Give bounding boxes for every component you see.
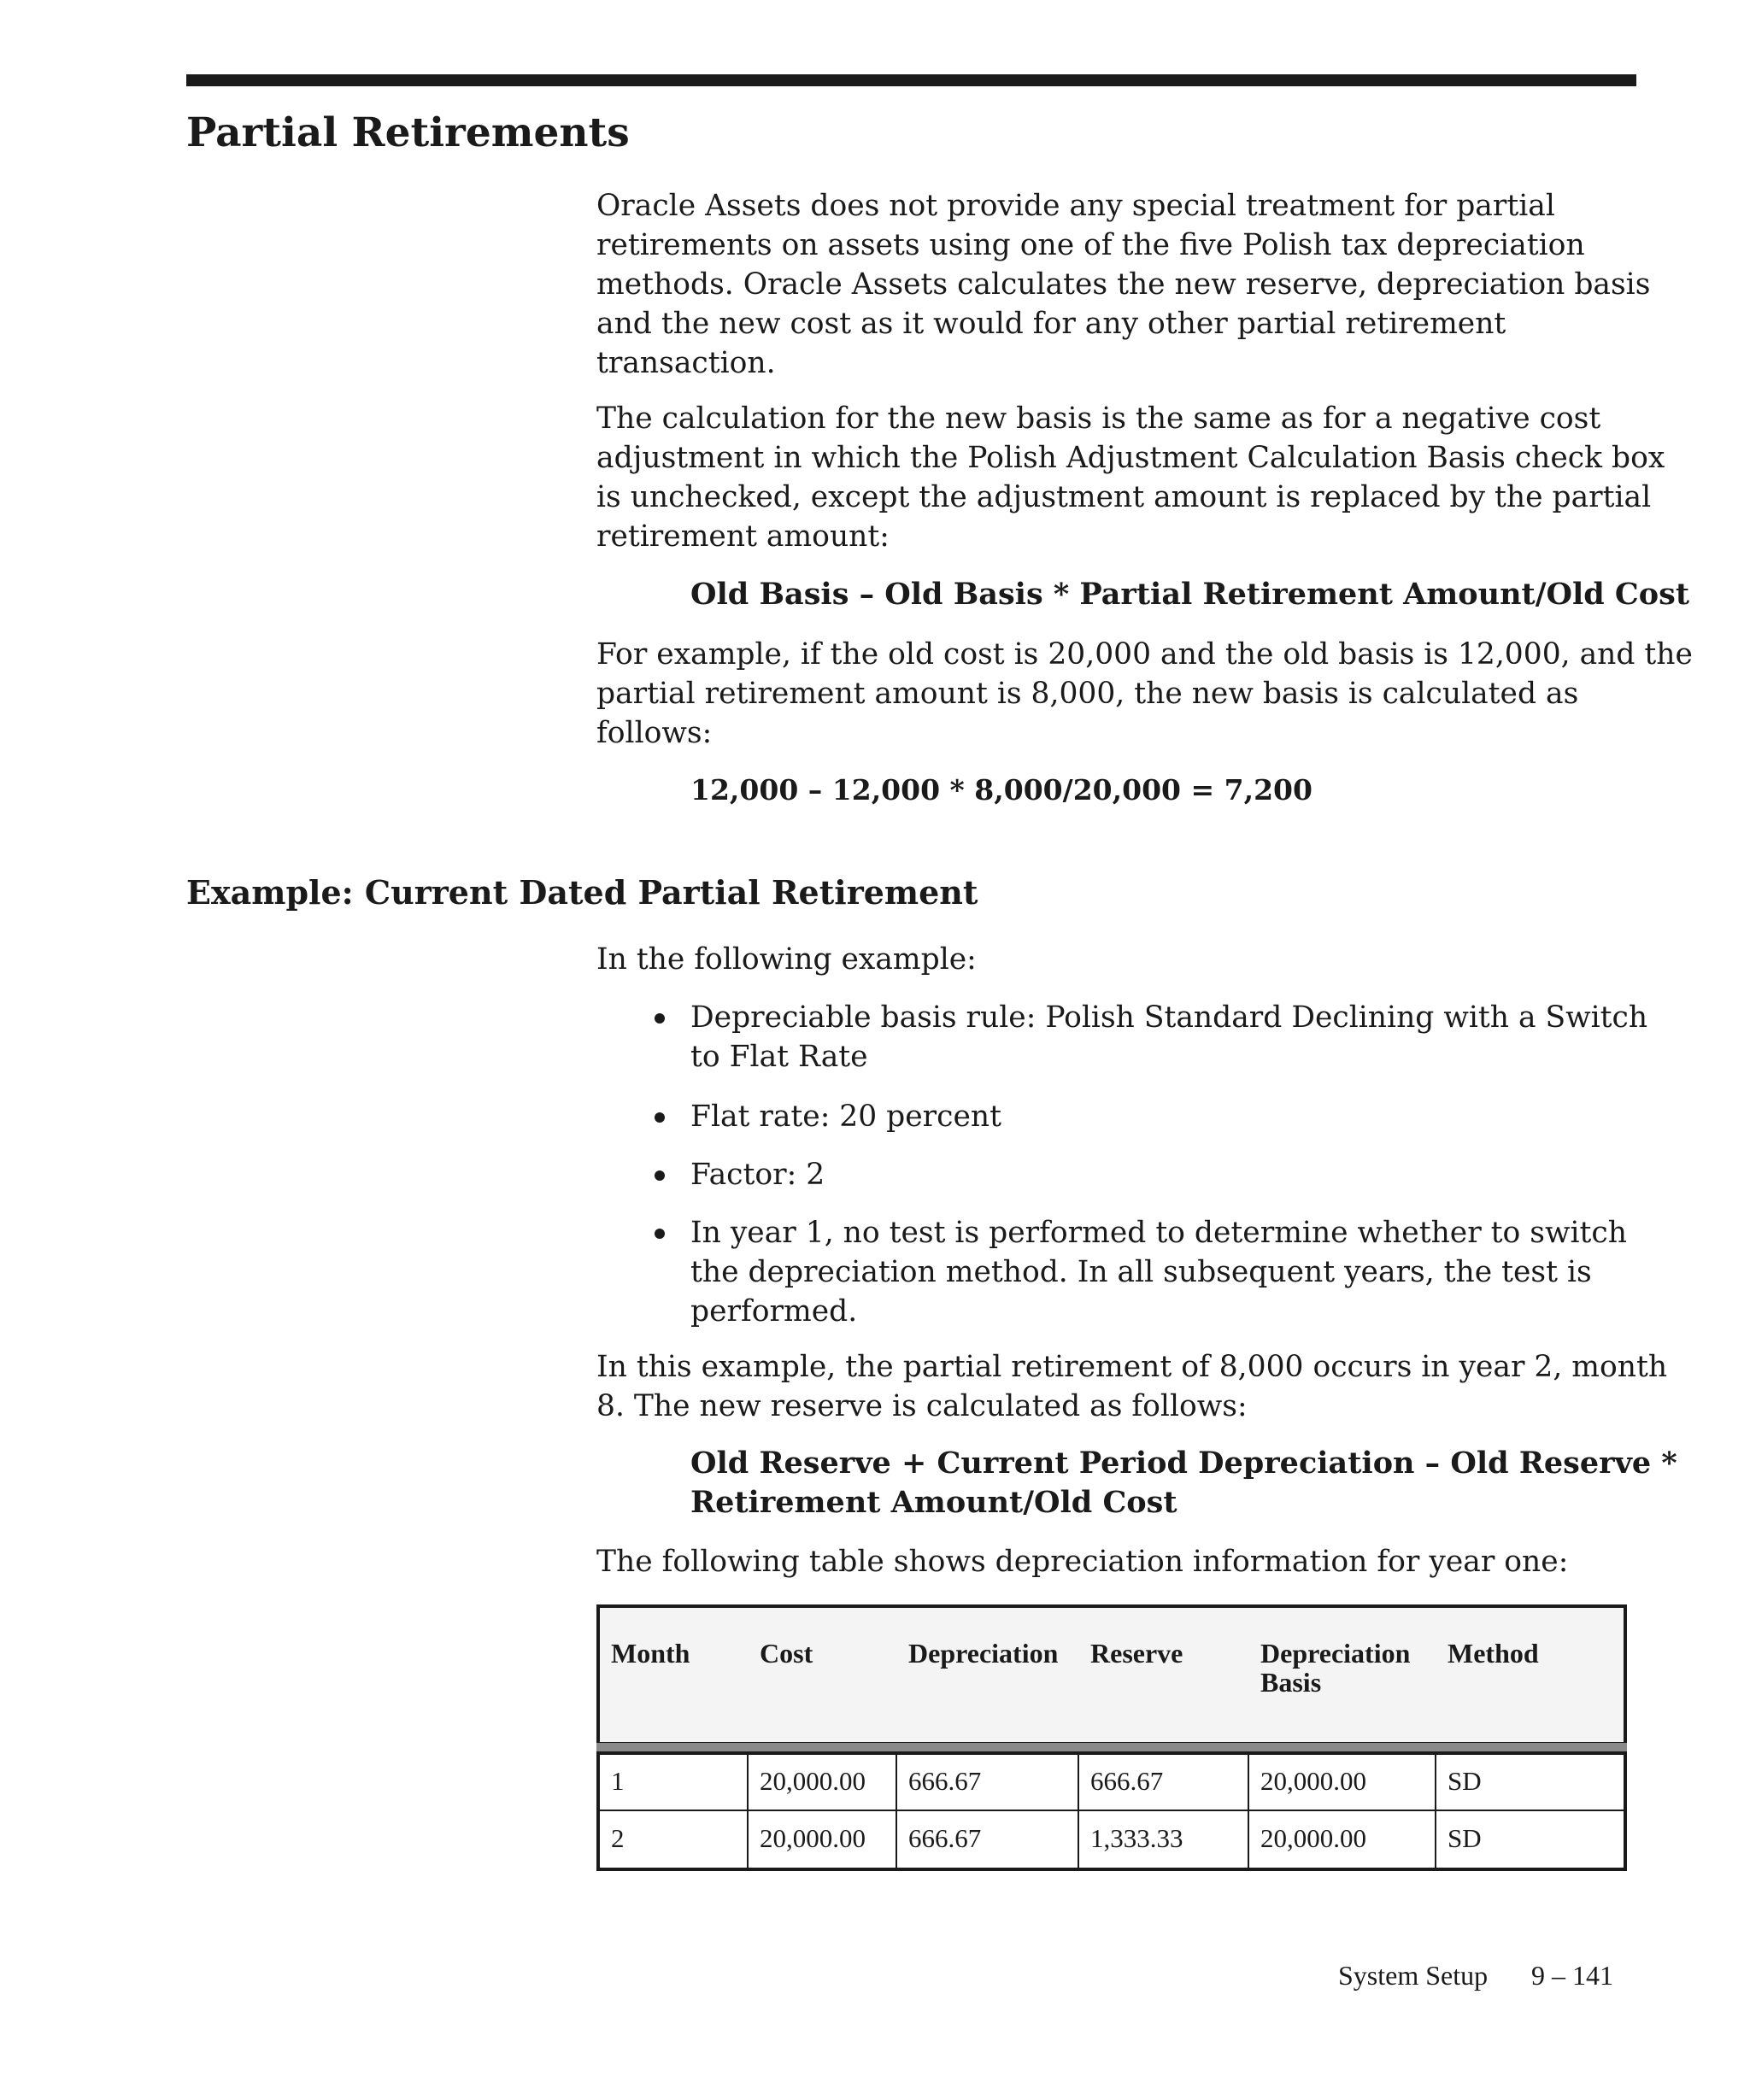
- bullet-line: to Flat Rate: [690, 1040, 868, 1074]
- table-cell: 2: [611, 1823, 625, 1853]
- bullet-dot-icon: [655, 1013, 665, 1024]
- bullet-dot-icon: [655, 1112, 665, 1123]
- bullet-line: In year 1, no test is performed to determine whether to switch: [690, 1216, 1627, 1250]
- basis-formula: Old Basis – Old Basis * Partial Retirement Amount/Old Cost: [690, 577, 1689, 612]
- column-divider: [747, 1755, 749, 1868]
- calc-paragraph: [596, 399, 1665, 556]
- column-header-method: Method: [1448, 1638, 1539, 1669]
- table-cell: 20,000.00: [1260, 1823, 1366, 1853]
- bullet-dot-icon: [655, 1170, 665, 1181]
- column-header-month: Month: [611, 1638, 690, 1669]
- paragraph-line: The calculation for the new basis is the same as for a negative cost: [596, 402, 1601, 436]
- table-cell: 1,333.33: [1090, 1823, 1183, 1853]
- page-title: Partial Retirements: [186, 109, 630, 156]
- header-line: Depreciation: [1260, 1638, 1411, 1669]
- paragraph-line: For example, if the old cost is 20,000 and the old basis is 12,000, and the: [596, 637, 1693, 672]
- top-rule: [186, 74, 1636, 86]
- column-header-cost: Cost: [760, 1638, 813, 1669]
- bullet-item: [690, 1097, 1001, 1136]
- bullet-item: [690, 1213, 1627, 1331]
- paragraph-line: partial retirement amount is 8,000, the new basis is calculated as: [596, 677, 1579, 711]
- bullet-dot-icon: [655, 1229, 665, 1239]
- table-separator: [596, 1743, 1627, 1751]
- following-example-text: In the following example:: [596, 942, 977, 977]
- footer-page-number: 9 – 141: [1531, 1960, 1613, 1991]
- table-cell: 666.67: [908, 1823, 982, 1853]
- table-cell: 20,000.00: [1260, 1766, 1366, 1796]
- column-divider: [1435, 1755, 1436, 1868]
- paragraph-line: and the new cost as it would for any other partial retirement: [596, 307, 1506, 341]
- header-line: Basis: [1260, 1667, 1322, 1698]
- column-header-depreciation-basis: [1260, 1639, 1410, 1697]
- paragraph-line: 8. The new reserve is calculated as follows:: [596, 1389, 1248, 1423]
- paragraph-line: adjustment in which the Polish Adjustment Calculation Basis check box: [596, 441, 1665, 475]
- table-body: [596, 1751, 1627, 1871]
- bullet-line: performed.: [690, 1294, 858, 1329]
- footer-section-name: System Setup: [1338, 1960, 1489, 1991]
- formula-line: Old Reserve + Current Period Depreciation – Old Reserve *: [690, 1446, 1677, 1481]
- paragraph-line: retirement amount:: [596, 519, 890, 554]
- table-cell: 20,000.00: [760, 1823, 866, 1853]
- table-cell: 1: [611, 1766, 625, 1796]
- paragraph-line: follows:: [596, 716, 713, 750]
- column-divider: [1248, 1755, 1249, 1868]
- formula-line: Retirement Amount/Old Cost: [690, 1485, 1177, 1520]
- table-cell: SD: [1448, 1823, 1482, 1853]
- bullet-line: Factor: 2: [690, 1158, 825, 1192]
- section-heading: Example: Current Dated Partial Retirement: [186, 873, 978, 912]
- example-paragraph: [596, 635, 1693, 753]
- row-divider: [600, 1810, 1624, 1811]
- paragraph-line: Oracle Assets does not provide any special treatment for partial: [596, 189, 1555, 223]
- bullet-item: [690, 1155, 825, 1194]
- bullet-line: the depreciation method. In all subsequent years, the test is: [690, 1255, 1592, 1289]
- column-header-depreciation: Depreciation: [908, 1638, 1059, 1669]
- paragraph-line: is unchecked, except the adjustment amount is replaced by the partial: [596, 480, 1652, 514]
- table-cell: 666.67: [908, 1766, 982, 1796]
- bullet-line: Flat rate: 20 percent: [690, 1100, 1001, 1134]
- paragraph-line: retirements on assets using one of the five Polish tax depreciation: [596, 228, 1585, 262]
- retirement-paragraph: [596, 1347, 1667, 1426]
- reserve-formula: [690, 1444, 1677, 1522]
- table-cell: 20,000.00: [760, 1766, 866, 1796]
- column-divider: [896, 1755, 897, 1868]
- table-cell: SD: [1448, 1766, 1482, 1796]
- table-intro: The following table shows depreciation information for year one:: [596, 1545, 1569, 1579]
- example-formula: 12,000 – 12,000 * 8,000/20,000 = 7,200: [690, 773, 1312, 807]
- column-header-reserve: Reserve: [1090, 1638, 1183, 1669]
- paragraph-line: In this example, the partial retirement of 8,000 occurs in year 2, month: [596, 1350, 1668, 1384]
- column-divider: [1078, 1755, 1079, 1868]
- intro-paragraph: [596, 186, 1650, 383]
- paragraph-line: transaction.: [596, 346, 776, 380]
- bullet-line: Depreciable basis rule: Polish Standard Declining with a Switch: [690, 1000, 1648, 1035]
- table-header: [596, 1604, 1627, 1745]
- paragraph-line: methods. Oracle Assets calculates the new reserve, depreciation basis: [596, 267, 1651, 302]
- bullet-item: [690, 998, 1647, 1076]
- table-cell: 666.67: [1090, 1766, 1164, 1796]
